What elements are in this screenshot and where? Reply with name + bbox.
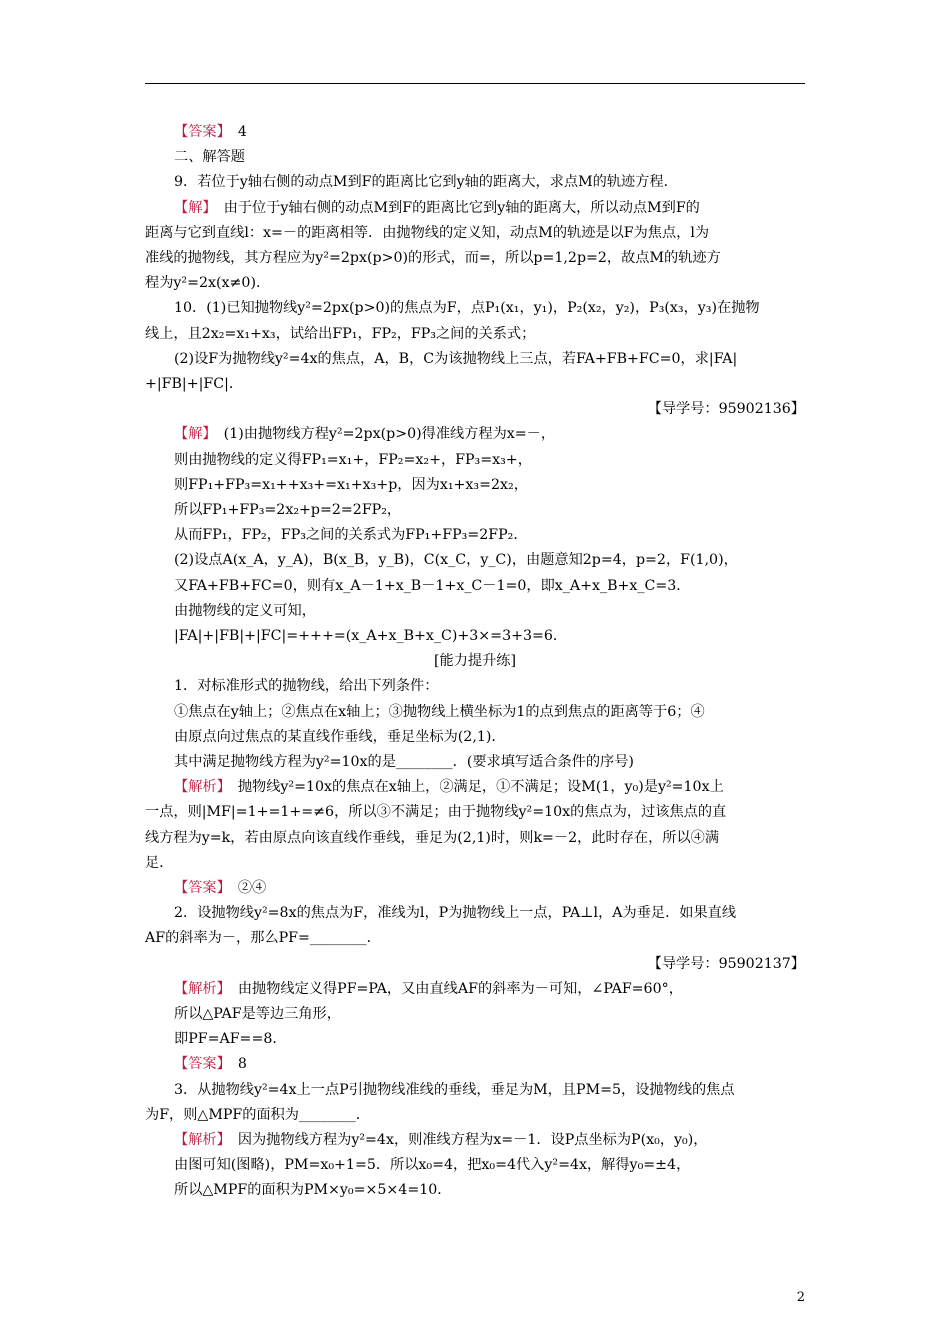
line-text: 3．从抛物线y²=4x上一点P引抛物线准线的垂线，垂足为M，且PM=5，设抛物线的焦点 (174, 1081, 735, 1098)
line-text: (2)设F为抛物线y²=4x的焦点，A，B，C为该抛物线上三点，若FA+FB+FC=0，求|FA| (174, 350, 738, 367)
line-text: 足． (145, 854, 174, 871)
line-text: 程为y²=2x(x≠0)． (145, 275, 271, 292)
text-line (174, 574, 805, 598)
line-text: 准线的抛物线，其方程应为y²=2px(p>0)的形式，而=，所以p=1,2p=2，故点M的轨迹方 (145, 250, 721, 266)
text-line (174, 1002, 805, 1026)
line-text: 线方程为y=k，若由原点向该直线作垂线，垂足为(2,1)时，则k=－2，此时存在，所以④满 (145, 829, 720, 846)
text-line (174, 1052, 805, 1076)
line-text: 因为抛物线方程为y²=4x，则准线方程为x=－1．设P点坐标为P(x₀，y₀)， (223, 1132, 708, 1148)
line-text: 从而FP₁，FP₂，FP₃之间的关系式为FP₁+FP₃=2FP₂． (174, 527, 528, 544)
text-line (174, 448, 805, 472)
text-line (145, 800, 805, 824)
line-text: 9．若位于y轴右侧的动点M到F的距离比它到y轴的距离大，求点M的轨迹方程． (174, 174, 678, 191)
text-line (174, 548, 805, 572)
line-text: 所以△MPF的面积为PM×y₀=×5×4=10． (174, 1182, 452, 1199)
line-text: 二、解答题 (174, 149, 245, 166)
line-text: 由图可知(图略)，PM=x₀+1=5．所以x₀=4，把x₀=4代入y²=4x，解得y₀=±4， (174, 1157, 691, 1174)
text-line (174, 1128, 805, 1152)
line-text: 一点，则|MF|=1+=1+=≠6，所以③不满足；由于抛物线y²=10x的焦点为，过该焦点的直 (145, 804, 727, 821)
text-line (145, 322, 805, 346)
answer-tag: 【答案】 (174, 124, 224, 140)
text-line (145, 271, 805, 295)
line-text: 所以FP₁+FP₃=2x₂+p=2=2FP₂， (174, 502, 402, 518)
line-text: ①焦点在y轴上；②焦点在x轴上；③抛物线上横坐标为1的点到焦点的距离等于6；④ (174, 703, 705, 720)
text-line (174, 1178, 805, 1202)
text-line (145, 397, 805, 421)
text-line (174, 725, 805, 749)
line-text: 抛物线y²=10x的焦点在x轴上，②满足，①不满足；设M(1，y₀)是y²=10x上 (223, 779, 724, 796)
text-line (174, 599, 805, 623)
line-text: 由抛物线的定义可知， (174, 602, 316, 619)
text-line (174, 977, 805, 1001)
text-line (145, 221, 805, 245)
line-text: 2．设抛物线y²=8x的焦点为F，准线为l，P为抛物线上一点，PA⊥l，A为垂足．如果直线 (174, 905, 737, 922)
text-line (174, 473, 805, 497)
line-text: |FA|+|FB|+|FC|=+++=(x_A+x_B+x_C)+3×=3+3=6． (174, 628, 568, 644)
text-line (145, 926, 805, 950)
text-line (174, 120, 805, 144)
text-line (174, 775, 805, 799)
answer-tag: 【答案】 (174, 880, 224, 896)
text-line (174, 901, 805, 925)
line-text: 由抛物线定义得PF=PA，又由直线AF的斜率为－可知，∠PAF=60°， (223, 980, 683, 997)
answer-tag: 【解析】 (174, 980, 224, 997)
answer-tag: 【解析】 (174, 779, 224, 796)
page-number: 2 (796, 1290, 805, 1305)
text-line (174, 1027, 805, 1051)
line-text: (1)由抛物线方程y²=2px(p>0)得准线方程为x=－， (209, 426, 556, 443)
text-line (174, 700, 805, 724)
text-line (145, 826, 805, 850)
line-text: AF的斜率为－，那么PF=________． (145, 930, 381, 947)
text-line (174, 296, 805, 320)
line-text: 线上，且2x₂=x₁+x₃，试给出FP₁，FP₂，FP₃之间的关系式； (145, 325, 536, 342)
line-text: 10．(1)已知抛物线y²=2px(p>0)的焦点为F，点P₁(x₁，y₁)，P₂(x₂，y₂)，P₃(x₃，y₃)在抛物 (174, 300, 760, 317)
header-rule (145, 83, 805, 84)
answer-tag: 【解】 (174, 426, 210, 443)
text-line (174, 347, 805, 371)
answer-tag: 【答案】 (174, 1056, 224, 1073)
line-text: 4 (223, 124, 247, 140)
text-line (174, 170, 805, 194)
text-line (174, 523, 805, 547)
text-line (174, 498, 805, 522)
text-line (174, 196, 805, 220)
line-text: 则由抛物线的定义得FP₁=x₁+，FP₂=x₂+，FP₃=x₃+， (174, 451, 532, 468)
line-text: 由原点向过焦点的某直线作垂线，垂足坐标为(2,1)． (174, 728, 506, 745)
text-line (145, 649, 805, 673)
line-text: 距离与它到直线l：x=－的距离相等．由抛物线的定义知，动点M的轨迹是以F为焦点，l为 (145, 224, 710, 241)
answer-tag: 【解】 (174, 199, 210, 216)
text-line (174, 1153, 805, 1177)
line-text: 由于位于y轴右侧的动点M到F的距离比它到y轴的距离大，所以动点M到F的 (209, 199, 700, 216)
line-text: +|FB|+|FC|． (145, 376, 244, 392)
line-text: 则FP₁+FP₃=x₁++x₃+=x₁+x₃+p，因为x₁+x₃=2x₂， (174, 476, 528, 493)
text-line (174, 624, 805, 648)
text-line (145, 851, 805, 875)
text-line (174, 674, 805, 698)
text-line (174, 1078, 805, 1102)
line-text: [能力提升练] (433, 653, 516, 670)
line-text: 即PF=AF==8． (174, 1031, 287, 1048)
text-line (145, 1103, 805, 1127)
line-text: 所以△PAF是等边三角形， (174, 1006, 341, 1022)
text-line (145, 372, 805, 396)
text-line (145, 246, 805, 270)
text-line (174, 422, 805, 446)
line-text: ②④ (223, 880, 267, 896)
line-text: 8 (223, 1056, 247, 1073)
answer-tag: 【解析】 (174, 1132, 224, 1148)
line-text: 为F，则△MPF的面积为________． (145, 1106, 370, 1123)
line-text: (2)设点A(x_A，y_A)，B(x_B，y_B)，C(x_C，y_C)，由题意知2p=4，p=2，F(1,0)， (174, 552, 738, 569)
text-line (174, 750, 805, 774)
text-line (145, 952, 805, 976)
line-text: 又FA+FB+FC=0，则有x_A－1+x_B－1+x_C－1=0，即x_A+x_B+x_C=3． (174, 577, 691, 594)
line-text: 1．对标准形式的抛物线，给出下列条件： (174, 678, 439, 695)
line-text: 其中满足抛物线方程为y²=10x的是________．(要求填写适合条件的序号) (174, 754, 634, 770)
text-line (174, 876, 805, 900)
line-text: 【导学号：95902137】 (647, 955, 805, 972)
line-text: 【导学号：95902136】 (647, 401, 805, 418)
text-line (174, 145, 805, 169)
